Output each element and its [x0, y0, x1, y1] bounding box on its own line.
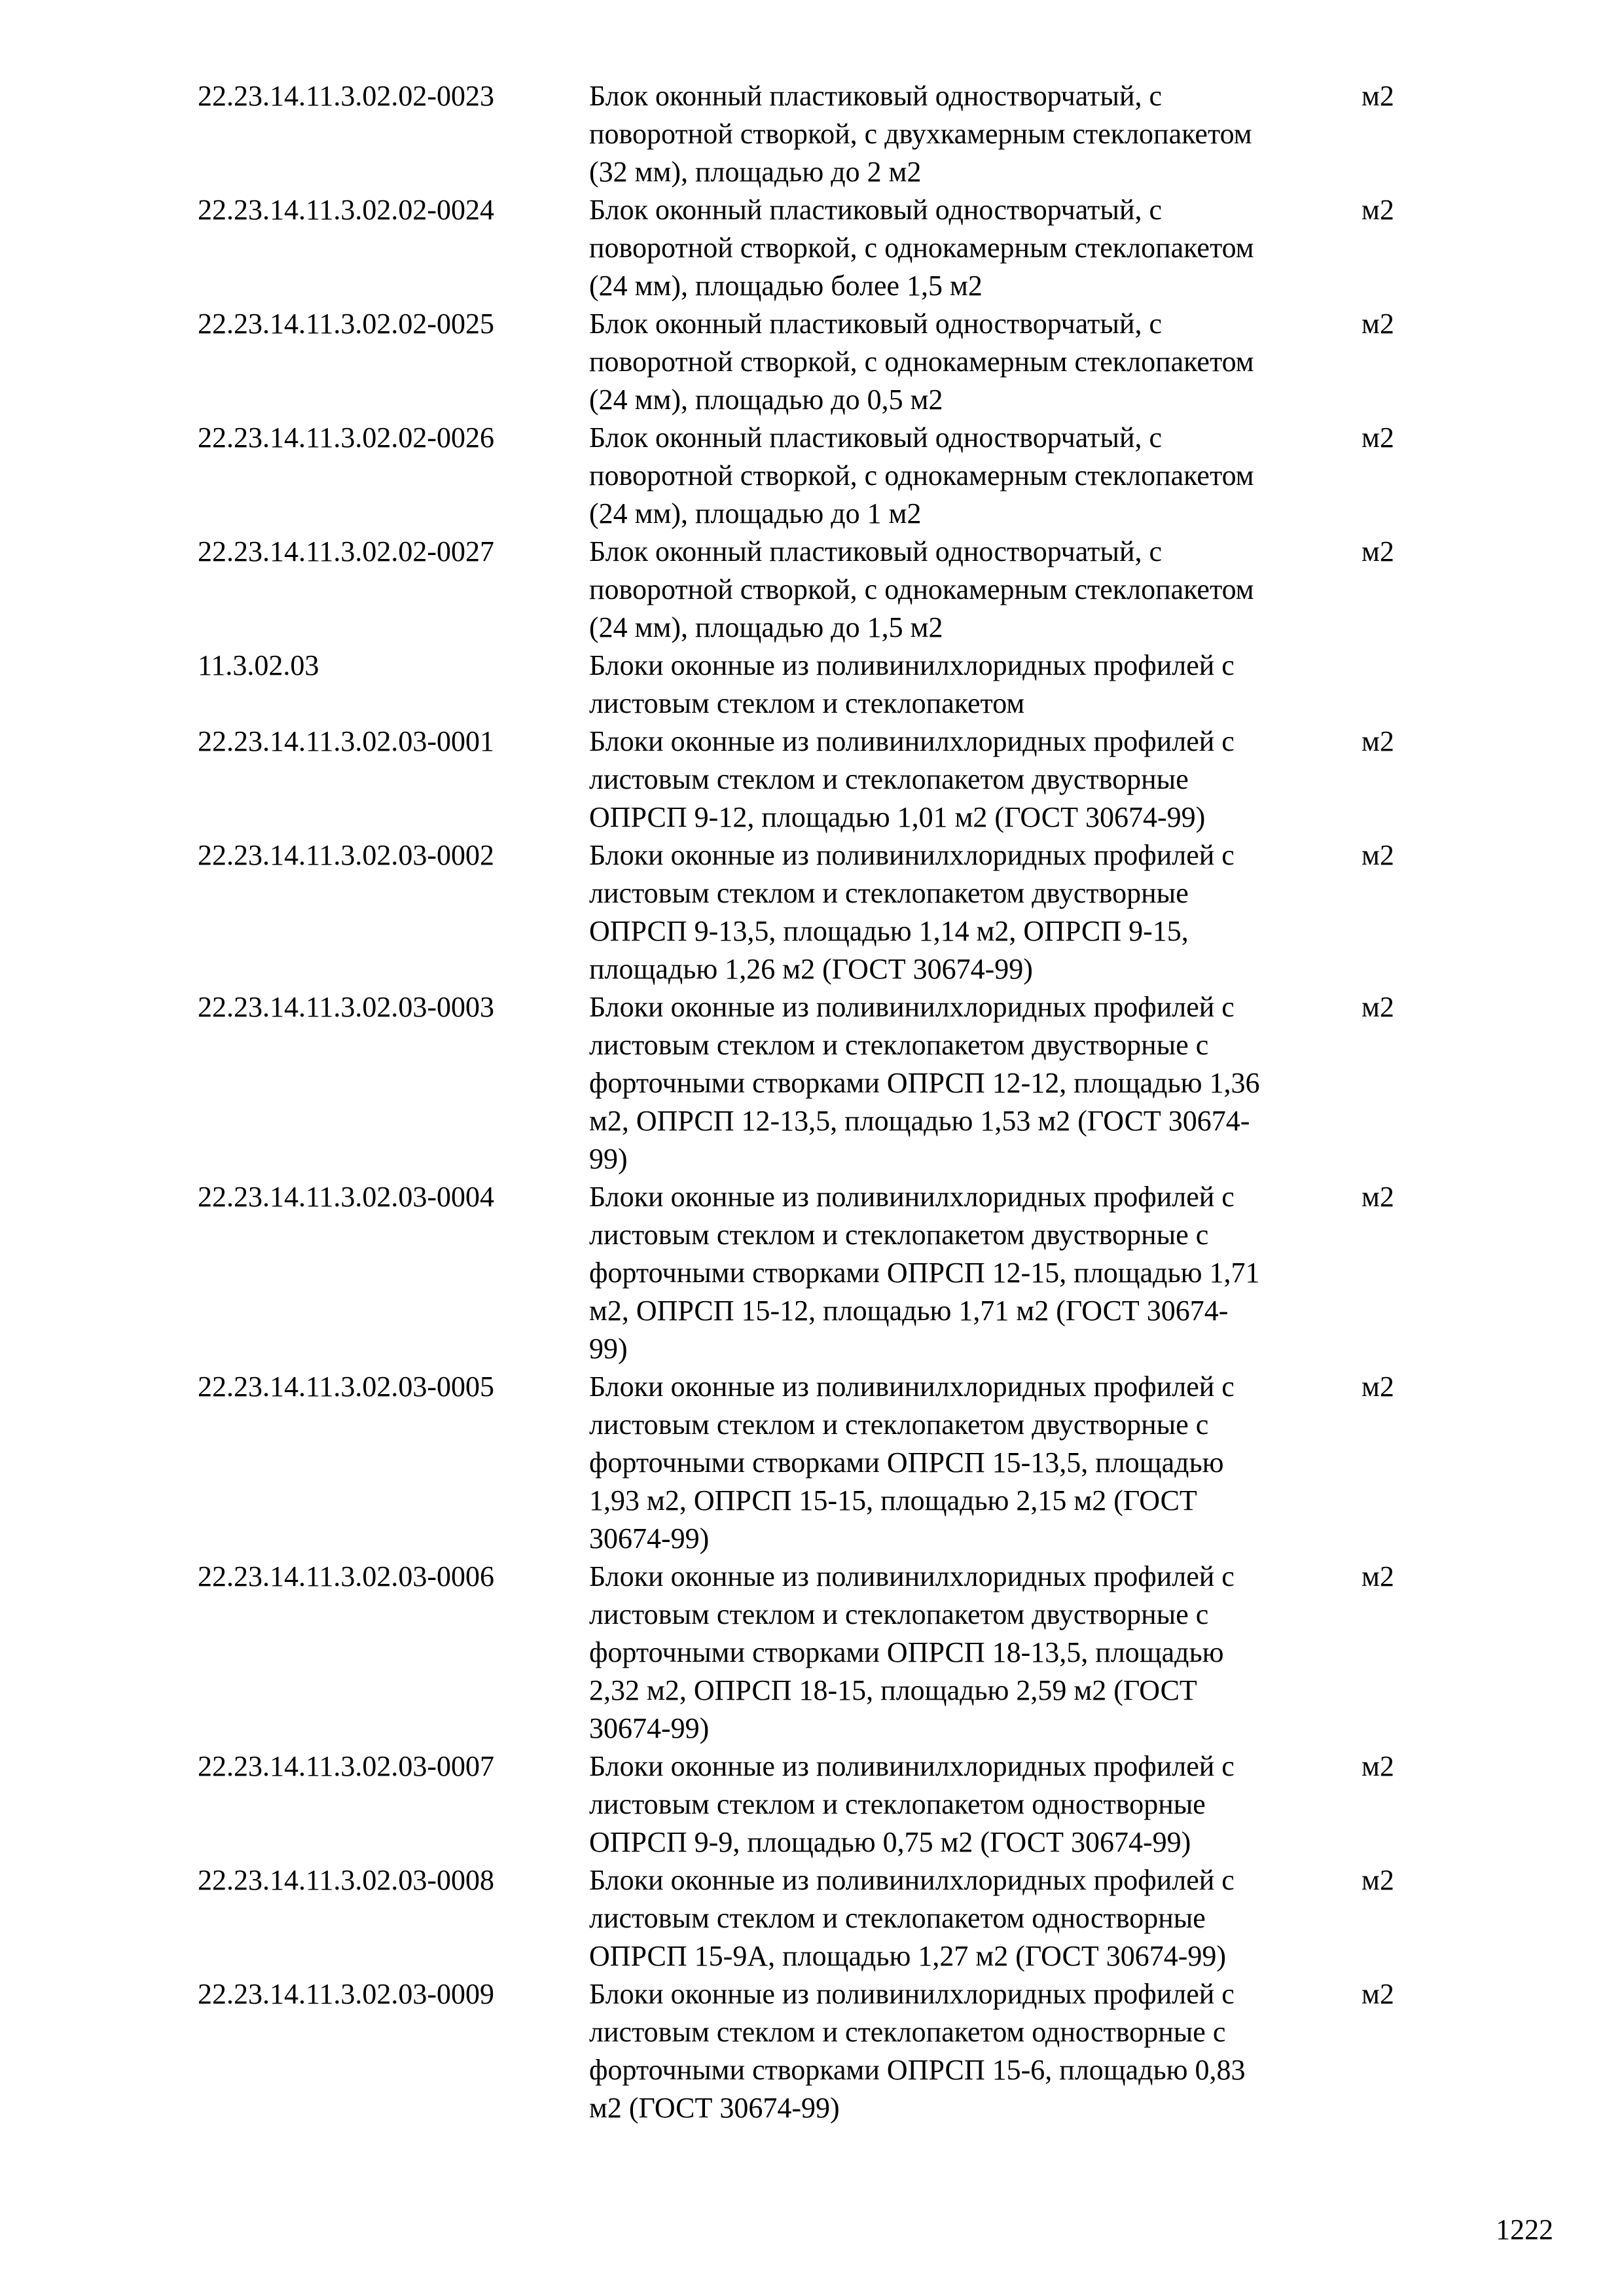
description-line: м2, ОПРСП 12-13,5, площадью 1,53 м2 (ГОСТ 30674- [589, 1105, 1250, 1137]
table-row [198, 77, 1441, 191]
resource-description [589, 305, 1362, 419]
description-line: листовым стеклом и стеклопакетом двустворные с [589, 1408, 1209, 1441]
description-line: 30674-99) [589, 1712, 710, 1744]
unit-of-measure: м2 [1362, 80, 1394, 112]
table-row [198, 1368, 1441, 1558]
description-line: площадью 1,26 м2 (ГОСТ 30674-99) [589, 953, 1033, 985]
description-line: 99) [589, 1143, 628, 1175]
table-row [198, 1558, 1441, 1748]
description-line: листовым стеклом и стеклопакетом двустворные с [589, 1029, 1209, 1061]
description-line: 1,93 м2, ОПРСП 15-15, площадью 2,15 м2 (ГОСТ [589, 1484, 1197, 1516]
description-line: листовым стеклом и стеклопакетом [589, 687, 1025, 719]
description-line: листовым стеклом и стеклопакетом одностворные [589, 1788, 1206, 1820]
description-line: Блоки оконные из поливинилхлоридных профилей с [589, 1371, 1235, 1403]
description-line: поворотной створкой, с однокамерным стеклопакетом [589, 459, 1254, 492]
resource-code: 22.23.14.11.3.02.03-0009 [198, 1978, 495, 2010]
table-row [198, 647, 1441, 723]
unit-of-measure: м2 [1362, 1864, 1394, 1896]
resource-code: 11.3.02.03 [198, 649, 319, 681]
description-line: Блоки оконные из поливинилхлоридных профилей с [589, 649, 1235, 681]
description-line: листовым стеклом и стеклопакетом одностворные с [589, 2016, 1226, 2048]
resource-description [589, 191, 1362, 305]
description-line: Блок оконный пластиковый одностворчатый, с [589, 308, 1163, 340]
unit-of-measure: м2 [1362, 308, 1394, 340]
unit-of-measure: м2 [1362, 1978, 1394, 2010]
description-line: 99) [589, 1333, 628, 1365]
resource-description [589, 77, 1362, 191]
resource-code: 22.23.14.11.3.02.03-0007 [198, 1750, 495, 1782]
table-row [198, 836, 1441, 988]
description-line: м2 (ГОСТ 30674-99) [589, 2092, 840, 2124]
description-line: Блоки оконные из поливинилхлоридных профилей с [589, 1864, 1235, 1896]
table-row [198, 1861, 1441, 1975]
description-line: м2, ОПРСП 15-12, площадью 1,71 м2 (ГОСТ 30674- [589, 1295, 1229, 1327]
description-line: (24 мм), площадью более 1,5 м2 [589, 270, 983, 302]
description-line: листовым стеклом и стеклопакетом двустворные [589, 763, 1189, 795]
description-line: форточными створками ОПРСП 12-12, площадью 1,36 [589, 1067, 1260, 1099]
description-line: форточными створками ОПРСП 15-13,5, площадью [589, 1446, 1224, 1479]
description-line: Блок оконный пластиковый одностворчатый, с [589, 80, 1163, 112]
description-line: ОПРСП 9-13,5, площадью 1,14 м2, ОПРСП 9-15, [589, 915, 1189, 947]
resource-description [589, 647, 1362, 723]
description-line: (24 мм), площадью до 0,5 м2 [589, 384, 943, 416]
resource-code: 22.23.14.11.3.02.03-0002 [198, 839, 495, 871]
resource-code: 22.23.14.11.3.02.02-0023 [198, 80, 495, 112]
description-line: Блоки оконные из поливинилхлоридных профилей с [589, 991, 1235, 1023]
description-line: Блоки оконные из поливинилхлоридных профилей с [589, 1978, 1235, 2010]
resource-description [589, 1861, 1362, 1975]
description-line: Блоки оконные из поливинилхлоридных профилей с [589, 839, 1235, 871]
description-line: (24 мм), площадью до 1 м2 [589, 497, 922, 529]
description-line: листовым стеклом и стеклопакетом двустворные с [589, 1598, 1209, 1630]
description-line: Блоки оконные из поливинилхлоридных профилей с [589, 1750, 1235, 1782]
description-line: форточными створками ОПРСП 12-15, площадью 1,71 [589, 1257, 1260, 1289]
resource-code: 22.23.14.11.3.02.03-0005 [198, 1371, 495, 1403]
description-line: поворотной створкой, с однокамерным стеклопакетом [589, 346, 1254, 378]
unit-of-measure: м2 [1362, 422, 1394, 454]
description-line: Блок оконный пластиковый одностворчатый, с [589, 535, 1163, 567]
description-line: поворотной створкой, с однокамерным стеклопакетом [589, 232, 1254, 264]
description-line: поворотной створкой, с двухкамерным стеклопакетом [589, 118, 1252, 150]
resource-description [589, 836, 1362, 988]
unit-of-measure: м2 [1362, 725, 1394, 757]
table-row [198, 191, 1441, 305]
description-line: листовым стеклом и стеклопакетом двустворные [589, 877, 1189, 909]
description-line: Блок оконный пластиковый одностворчатый, с [589, 194, 1163, 226]
unit-of-measure: м2 [1362, 991, 1394, 1023]
description-line: (32 мм), площадью до 2 м2 [589, 156, 922, 188]
unit-of-measure: м2 [1362, 535, 1394, 567]
table-row [198, 419, 1441, 533]
resource-description [589, 1368, 1362, 1558]
table-row [198, 533, 1441, 647]
description-line: Блоки оконные из поливинилхлоридных профилей с [589, 1560, 1235, 1592]
table-row [198, 988, 1441, 1178]
unit-of-measure: м2 [1362, 839, 1394, 871]
description-line: 2,32 м2, ОПРСП 18-15, площадью 2,59 м2 (ГОСТ [589, 1674, 1197, 1706]
resource-code: 22.23.14.11.3.02.03-0006 [198, 1560, 495, 1592]
resource-code: 22.23.14.11.3.02.03-0008 [198, 1864, 495, 1896]
description-line: Блок оконный пластиковый одностворчатый, с [589, 422, 1163, 454]
description-line: ОПРСП 9-9, площадью 0,75 м2 (ГОСТ 30674-99) [589, 1826, 1191, 1858]
resource-description [589, 1558, 1362, 1748]
resource-code: 22.23.14.11.3.02.02-0027 [198, 535, 495, 567]
table-row [198, 723, 1441, 836]
description-line: форточными створками ОПРСП 18-13,5, площадью [589, 1636, 1224, 1668]
table-row [198, 1748, 1441, 1861]
page-number: 1222 [1496, 2214, 1553, 2246]
resource-table [198, 77, 1441, 2127]
description-line: форточными створками ОПРСП 15-6, площадью 0,83 [589, 2054, 1246, 2086]
resource-code: 22.23.14.11.3.02.02-0025 [198, 308, 495, 340]
resource-description [589, 1178, 1362, 1368]
resource-description [589, 419, 1362, 533]
unit-of-measure: м2 [1362, 1750, 1394, 1782]
description-line: Блоки оконные из поливинилхлоридных профилей с [589, 1181, 1235, 1213]
table-row [198, 1975, 1441, 2127]
description-line: листовым стеклом и стеклопакетом двустворные с [589, 1219, 1209, 1251]
unit-of-measure: м2 [1362, 194, 1394, 226]
resource-code: 22.23.14.11.3.02.03-0004 [198, 1181, 495, 1213]
description-line: ОПРСП 15-9А, площадью 1,27 м2 (ГОСТ 30674-99) [589, 1940, 1227, 1972]
resource-description [589, 533, 1362, 647]
resource-code: 22.23.14.11.3.02.02-0026 [198, 422, 495, 454]
unit-of-measure: м2 [1362, 1560, 1394, 1592]
resource-description [589, 723, 1362, 836]
unit-of-measure: м2 [1362, 1181, 1394, 1213]
description-line: поворотной створкой, с однокамерным стеклопакетом [589, 573, 1254, 605]
resource-description [589, 988, 1362, 1178]
unit-of-measure: м2 [1362, 1371, 1394, 1403]
resource-description [589, 1975, 1362, 2127]
resource-code: 22.23.14.11.3.02.03-0001 [198, 725, 495, 757]
table-row [198, 1178, 1441, 1368]
resource-code: 22.23.14.11.3.02.02-0024 [198, 194, 495, 226]
table-row [198, 305, 1441, 419]
description-line: (24 мм), площадью до 1,5 м2 [589, 611, 943, 643]
description-line: Блоки оконные из поливинилхлоридных профилей с [589, 725, 1235, 757]
resource-description [589, 1748, 1362, 1861]
resource-code: 22.23.14.11.3.02.03-0003 [198, 991, 495, 1023]
description-line: листовым стеклом и стеклопакетом одностворные [589, 1902, 1206, 1934]
description-line: ОПРСП 9-12, площадью 1,01 м2 (ГОСТ 30674-99) [589, 801, 1206, 833]
description-line: 30674-99) [589, 1522, 710, 1554]
